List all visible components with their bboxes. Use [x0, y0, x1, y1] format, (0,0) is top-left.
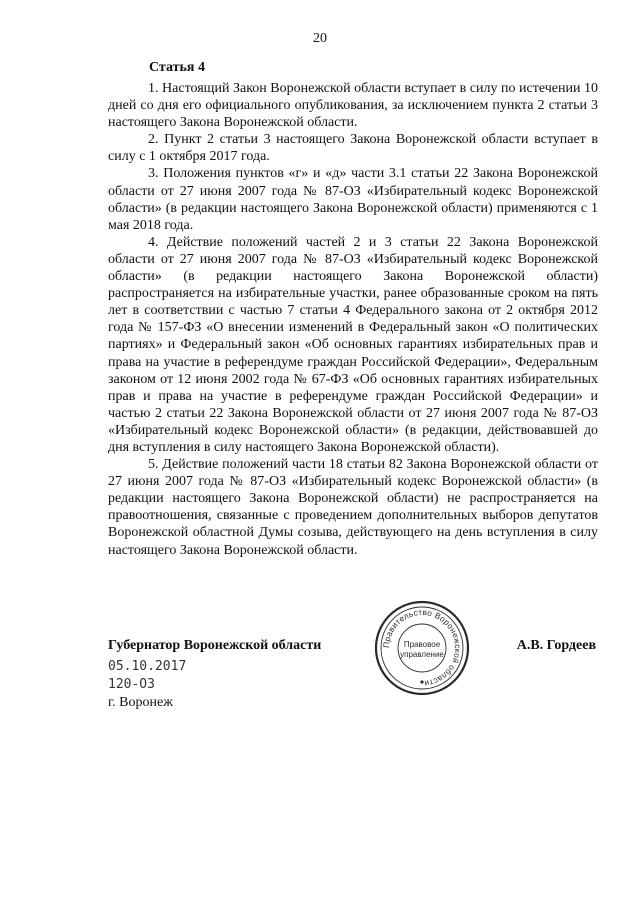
seal-outer-text: Правительство Воронежской области	[381, 607, 463, 688]
seal-dot	[420, 680, 423, 683]
page-number: 20	[313, 31, 327, 46]
paragraph-1: 1. Настоящий Закон Воронежской области вступает в силу по истечении 10 дней со дня его официального опубликования, за исключением пункта 2 статьи 3 настоящего Закона Воронежской области.	[108, 81, 598, 131]
governor-name: А.В. Гордеев	[516, 638, 596, 653]
paragraph-4: 4. Действие положений частей 2 и 3 статьи 22 Закона Воронежской области от 27 июня 2007 года № 87-ОЗ «Избирательный кодекс Воронежской области» (в редакции настоящего Закона Воронежской области) распространяется на избирательные участки, ранее образованные сроком на пять лет в соответствии с частью 7 статьи 4 Федерального закона от 2 октября 2012 года № 157-ФЗ «О внесении изменений в Федеральный закон «О политических партиях» и Федеральный закон «Об основных гарантиях избирательных прав и права на участие в референдуме граждан Российской Федерации», Федеральным законом от 12 июня 2002 года № 67-ФЗ «Об основных гарантиях избирательных прав и права на участие в референдуме граждан Российской Федерации» и частью 2 статьи 22 Закона Воронежской области от 27 июня 2007 года № 87-ОЗ «Избирательный кодекс Воронежской области» (в редакции, действовавшей до дня вступления в силу настоящего Закона Воронежской области).	[108, 234, 598, 455]
seal-inner-line-1: Правовое	[403, 640, 441, 649]
signature-block	[108, 638, 598, 718]
article-title: Статья 4	[149, 60, 205, 75]
signing-place: г. Воронеж	[108, 695, 173, 710]
paragraph-5: 5. Действие положений части 18 статьи 82 Закона Воронежской области от 27 июня 2007 года № 87-ОЗ «Избирательный кодекс Воронежской области» (в редакции настоящего Закона Воронежской области) не распространяется на правоотношения, связанные с проведением дополнительных выборов депутатов Воронежской областной Думы созыва, действующего на день вступления в силу настоящего Закона Воронежской области.	[108, 457, 598, 558]
registration-date: 05.10.2017	[108, 659, 187, 674]
official-seal-stamp	[372, 598, 472, 698]
paragraph-3: 3. Положения пунктов «г» и «д» части 3.1 статьи 22 Закона Воронежской области от 27 июня 2007 года № 87-ОЗ «Избирательный кодекс Воронежской области» (в редакции настоящего Закона Воронежской области) применяются с 1 мая 2018 года.	[108, 166, 598, 233]
seal-inner-line-2: управление	[400, 650, 444, 659]
paragraph-2: 2. Пункт 2 статьи 3 настоящего Закона Воронежской области вступает в силу с 1 октября 2017 года.	[108, 132, 598, 165]
registration-number: 120-ОЗ	[108, 677, 155, 692]
governor-title: Губернатор Воронежской области	[108, 638, 322, 653]
article-body	[108, 80, 598, 559]
